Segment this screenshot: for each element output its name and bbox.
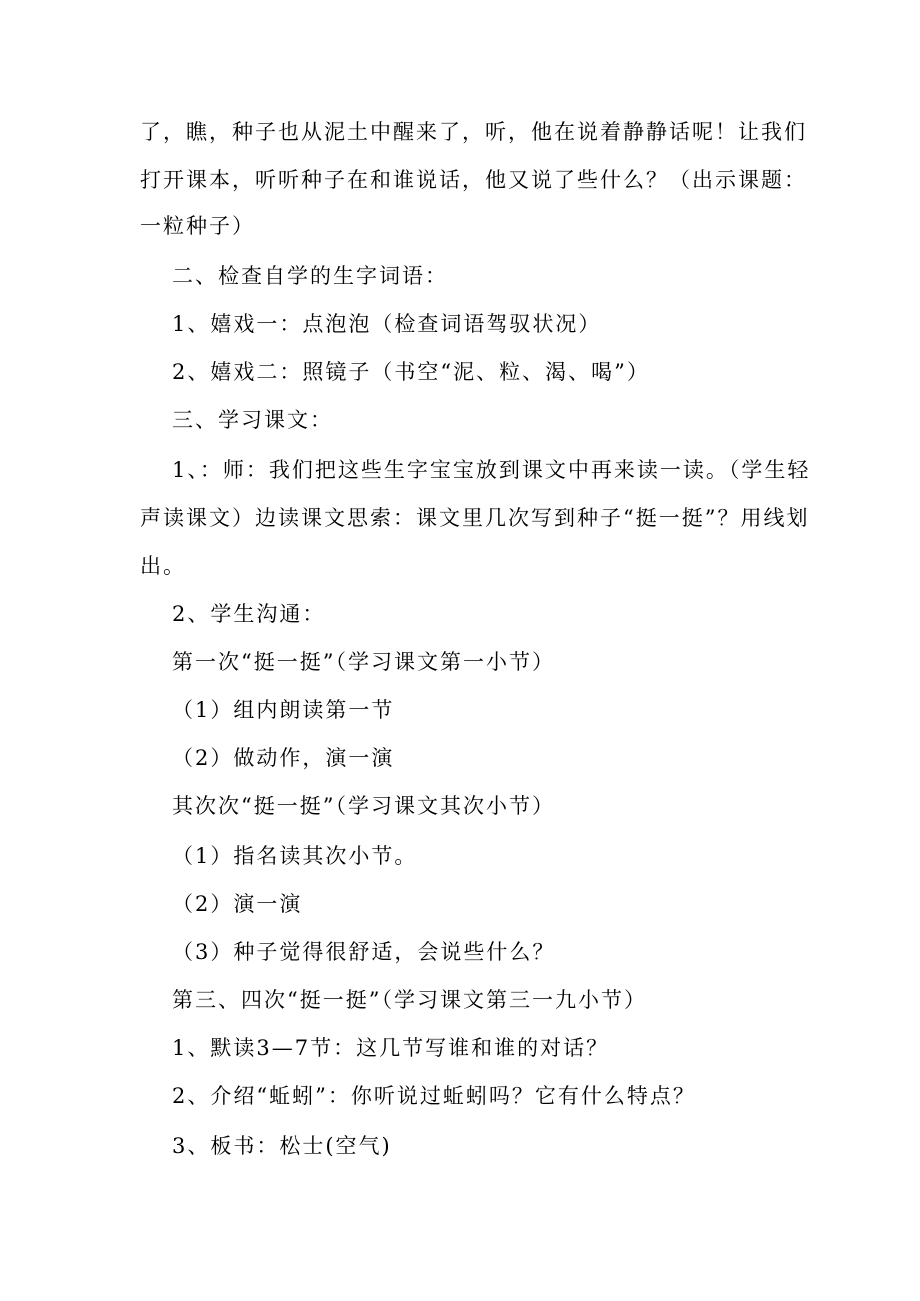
section-heading-2: 二、检查自学的生字词语：: [172, 264, 448, 288]
list-item: 1、默读3—7节：这几节写谁和谁的对话？: [172, 1036, 610, 1060]
list-item: 3、板书：松士(空气): [172, 1134, 392, 1158]
list-item: 1、嬉戏一：点泡泡（检查词语驾驭状况）: [172, 312, 602, 336]
subheading: 2、学生沟通：: [172, 602, 326, 626]
list-item: 2、嬉戏二：照镜子（书空“泥、粒、渴、喝”）: [172, 360, 650, 384]
paragraph-line-3: 一粒种子）: [140, 214, 255, 238]
list-item: （1）指名读其次小节。: [172, 844, 418, 868]
paragraph-line-4: 1、：师：我们把这些生字宝宝放到课文中再来读一读。（学生轻: [172, 458, 811, 482]
subheading: 第三、四次“挺一挺”（学习课文第三一九小节）: [172, 988, 647, 1012]
list-item: （2）做动作，演一演: [172, 746, 395, 770]
paragraph-line-1: 了，瞧，种子也从泥土中醒来了，听，他在说着静静话呢！让我们: [140, 120, 807, 144]
section-heading-3: 三、学习课文：: [172, 408, 333, 432]
list-item: （1）组内朗读第一节: [172, 698, 395, 722]
subheading: 第一次“挺一挺”（学习课文第一小节）: [172, 650, 555, 674]
paragraph-line-6: 出。: [140, 554, 186, 578]
list-item: 2、介绍“蚯蚓”：你听说过蚯蚓吗？它有什么特点？: [172, 1084, 696, 1108]
list-item: （3）种子觉得很舒适，会说些什么？: [172, 940, 556, 964]
subheading: 其次次“挺一挺”（学习课文其次小节）: [172, 794, 555, 818]
paragraph-line-2: 打开课本，听听种子在和谁说话，他又说了些什么？（出示课题：: [140, 168, 807, 192]
paragraph-line-5: 声读课文）边读课文思索：课文里几次写到种子“挺一挺”？用线划: [140, 506, 810, 530]
list-item: （2）演一演: [172, 892, 303, 916]
